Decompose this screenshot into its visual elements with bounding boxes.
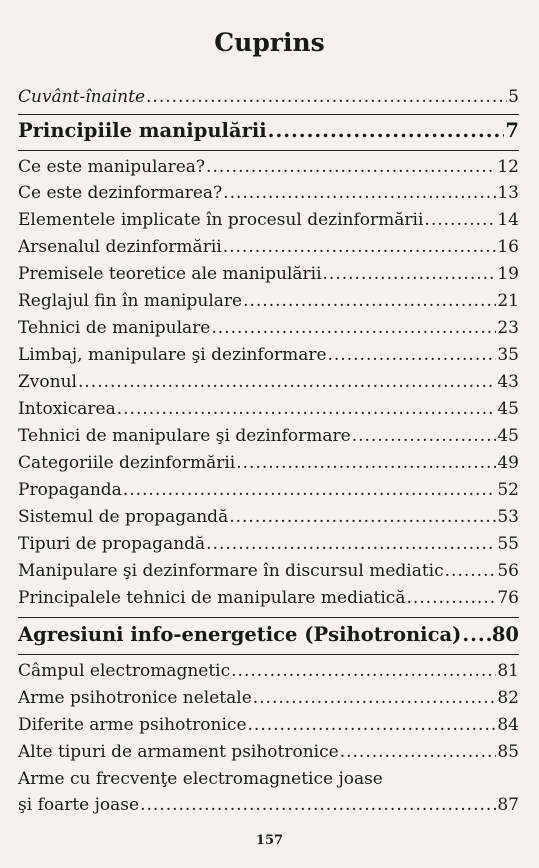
toc-entry-page: 55 <box>497 534 519 554</box>
dot-leader <box>253 688 497 709</box>
toc-entry-page: 80 <box>491 623 519 646</box>
dot-leader <box>352 426 497 447</box>
toc-entry-page: 7 <box>505 119 519 142</box>
toc-entry-page: 49 <box>497 453 519 473</box>
toc-entry-label-line1: Arme cu frecvenţe electromagnetice joase <box>18 769 383 789</box>
dot-leader <box>117 399 497 420</box>
toc-entry <box>18 715 519 736</box>
toc-entry-label: Manipulare şi dezinformare în discursul mediatic <box>18 561 444 581</box>
toc-entry-page: 45 <box>497 426 519 446</box>
dot-leader <box>268 120 505 141</box>
dot-leader <box>123 480 497 501</box>
dot-leader <box>248 715 497 736</box>
toc-entry <box>18 210 519 231</box>
toc-entry <box>18 87 519 108</box>
toc-entry-label: Sistemul de propagandă <box>18 507 229 527</box>
dot-leader <box>340 742 497 763</box>
toc-entry-label: Propaganda <box>18 480 122 500</box>
toc-entry <box>18 237 519 258</box>
toc-entry <box>18 426 519 447</box>
page-title: Cuprins <box>214 28 325 57</box>
toc-entry-label: Arme psihotronice neletale <box>18 688 252 708</box>
toc-entry <box>18 291 519 312</box>
toc-entry-page: 85 <box>497 742 519 762</box>
toc-entry-label: Principalele tehnici de manipulare mediatică <box>18 588 406 608</box>
toc-entry-page: 35 <box>497 345 519 365</box>
toc-entry-page: 81 <box>497 661 519 681</box>
toc-entry-label: Elementele implicate în procesul dezinformării <box>18 210 424 230</box>
dot-leader <box>223 183 496 204</box>
toc-entry-page: 14 <box>497 210 519 230</box>
toc-entry-label: Zvonul <box>18 372 77 392</box>
page-number: 157 <box>255 833 284 848</box>
toc-entry-page: 16 <box>497 237 519 257</box>
toc-entry-label: Principiile manipulării <box>18 119 267 142</box>
toc-entry <box>18 345 519 366</box>
toc-entry-label: Limbaj, manipulare şi dezinformare <box>18 345 327 365</box>
toc-entry-page: 52 <box>497 480 519 500</box>
dot-leader <box>206 157 496 178</box>
dot-leader <box>328 345 497 366</box>
toc-entry-label: Tehnici de manipulare <box>18 318 211 338</box>
toc-entry-label: Câmpul electromagnetic <box>18 661 231 681</box>
toc-entry <box>18 661 519 682</box>
toc-section-heading <box>18 120 519 141</box>
dot-leader <box>424 210 496 231</box>
toc-entry-page: 12 <box>497 157 519 177</box>
toc-entry <box>18 372 519 393</box>
dot-leader <box>231 661 496 682</box>
dot-leader <box>140 795 496 816</box>
toc-entry-page: 45 <box>497 399 519 419</box>
dot-leader <box>223 237 497 258</box>
toc-entry-label: Alte tipuri de armament psihotronice <box>18 742 339 762</box>
dot-leader <box>211 318 496 339</box>
toc-entry-label: Ce este dezinformarea? <box>18 183 223 203</box>
toc-entry-page: 53 <box>497 507 519 527</box>
dot-leader <box>236 453 496 474</box>
toc-entry-page: 76 <box>497 588 519 608</box>
toc-entry <box>18 318 519 339</box>
toc-entry-label-line2: şi foarte joase <box>18 795 140 815</box>
toc-entry <box>18 534 519 555</box>
dot-leader <box>243 291 496 312</box>
dot-leader <box>78 372 496 393</box>
toc-entry-page: 56 <box>497 561 519 581</box>
section-divider <box>18 150 519 151</box>
toc-entry-page: 13 <box>497 183 519 203</box>
toc-entry-page: 5 <box>508 87 519 107</box>
toc-entry-label: Cuvânt-înainte <box>18 87 146 107</box>
section-divider <box>18 654 519 655</box>
toc-entry-label: Arsenalul dezinformării <box>18 237 222 257</box>
toc-entry-label: Categoriile dezinformării <box>18 453 236 473</box>
toc-entry-label: Intoxicarea <box>18 399 116 419</box>
toc-entry-page: 19 <box>497 264 519 284</box>
section-divider <box>18 114 519 115</box>
toc-entry-label: Premisele teoretice ale manipulării <box>18 264 322 284</box>
toc-entry-page: 87 <box>497 795 519 815</box>
toc-entry-page: 84 <box>497 715 519 735</box>
dot-leader <box>323 264 497 285</box>
toc-entry <box>18 183 519 204</box>
section-divider <box>18 617 519 618</box>
toc-entry <box>18 480 519 501</box>
toc-entry <box>18 688 519 709</box>
toc-entry-label: Tehnici de manipulare şi dezinformare <box>18 426 351 446</box>
toc-entry <box>18 157 519 178</box>
toc-entry-page: 43 <box>497 372 519 392</box>
toc-entry <box>18 507 519 528</box>
toc-entry-label: Diferite arme psihotronice <box>18 715 247 735</box>
toc-entry-page: 21 <box>497 291 519 311</box>
toc-entry <box>18 399 519 420</box>
toc-entry-label: Agresiuni info-energetice (Psihotronica) <box>18 623 462 646</box>
toc-entry-page: 82 <box>497 688 519 708</box>
dot-leader <box>146 87 507 108</box>
toc-entry <box>18 795 519 816</box>
dot-leader <box>206 534 496 555</box>
toc-entry <box>18 561 519 582</box>
toc-entry-page: 23 <box>497 318 519 338</box>
dot-leader <box>229 507 496 528</box>
toc-entry <box>18 588 519 609</box>
toc-entry <box>18 453 519 474</box>
toc-entry-label: Tipuri de propagandă <box>18 534 206 554</box>
dot-leader <box>445 561 497 582</box>
toc-entry <box>18 742 519 763</box>
dot-leader <box>406 588 496 609</box>
toc-entry-label: Ce este manipularea? <box>18 157 206 177</box>
toc-entry-label: Reglajul fin în manipulare <box>18 291 243 311</box>
toc-section-heading <box>18 624 519 645</box>
dot-leader <box>462 624 491 645</box>
toc-entry <box>18 264 519 285</box>
